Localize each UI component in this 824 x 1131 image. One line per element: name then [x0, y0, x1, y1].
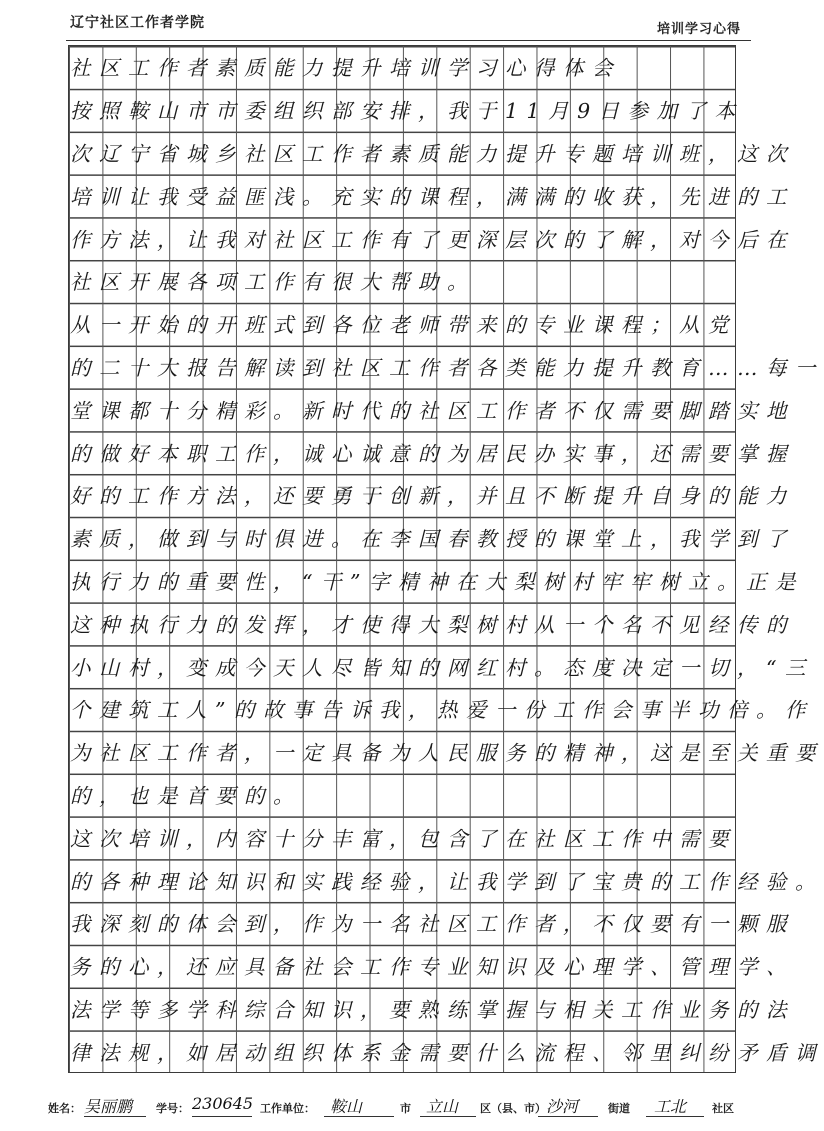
essay-line-text: 务的心，还应具备社会工作专业知识及心理学、管理学、: [70, 955, 795, 980]
essay-line-text: 好的工作方法，还要勇于创新，并且不断提升自身的能力: [70, 484, 795, 509]
essay-line-text: 个建筑工人”的故事告诉我，热爱一份工作会事半功倍。作: [70, 698, 814, 723]
essay-line: [68, 173, 795, 216]
district-underline: [420, 1116, 476, 1117]
essay-line-text: 的二十大报告解读到社区工作者各类能力提升教育……每一: [70, 355, 824, 380]
essay-line-text: 这种执行力的发挥，才使得大梨树村从一个名不见经传的: [70, 612, 795, 637]
essay-line-text: 社区开展各项工作有很大帮助。: [70, 270, 476, 295]
essay-line: [68, 387, 795, 430]
essay-line: [68, 473, 795, 516]
work-unit-label: 工作单位：: [260, 1102, 315, 1115]
community-label: 社区: [712, 1102, 734, 1115]
community-value: 工北: [654, 1097, 687, 1116]
essay-line-text: 培训让我受益匪浅。充实的课程，满满的收获，先进的工: [70, 184, 795, 209]
student-id-underline: [192, 1116, 252, 1117]
essay-line: [68, 644, 814, 687]
street-underline: [538, 1116, 598, 1117]
essay-line: [68, 601, 795, 644]
name-value: 吴丽鹏: [84, 1097, 133, 1116]
essay-line: [68, 773, 736, 816]
essay-line-text: 律法规，如居动组织体系金需要什么流程、邻里纠纷矛盾调: [70, 1040, 824, 1065]
essay-line-text: 的做好本职工作，诚心诚意的为居民办实事，还需要掌握: [70, 441, 795, 466]
district-label: 区（县、市）: [480, 1102, 546, 1115]
essay-line-text: 社区工作者素质能力提升培训学习心得体会: [70, 56, 621, 81]
essay-line-text: 作方法，让我对社区工作有了更深层次的了解，对今后在: [70, 227, 795, 252]
city-value: 鞍山: [330, 1097, 363, 1116]
name-underline: [84, 1116, 146, 1117]
student-id-value: 230645: [192, 1094, 254, 1113]
essay-line: [68, 559, 804, 602]
essay-line-text: 小山村，变成今天人尽皆知的网红村。态度决定一切，“三: [70, 655, 814, 680]
institution-name: 辽宁社区工作者学院: [70, 15, 205, 31]
district-value: 立山: [426, 1097, 459, 1116]
essay-line-text: 按照鞍山市市委组织部安排，我于11月9日参加了本: [70, 99, 744, 124]
essay-line: [68, 45, 736, 88]
essay-line-text: 的，也是首要的。: [70, 783, 302, 808]
essay-line: [68, 858, 824, 901]
essay-line: [68, 259, 736, 302]
essay-line: [68, 1029, 824, 1072]
essay-line: [68, 345, 824, 388]
essay-line-text: 从一开始的开班式到各位老师带来的专业课程；从党: [70, 313, 737, 338]
essay-line: [68, 88, 744, 131]
header-rule: [66, 40, 751, 41]
street-label: 街道: [608, 1102, 630, 1115]
essay-line-text: 的各种理论知识和实践经验，让我学到了宝贵的工作经验。: [70, 869, 824, 894]
essay-line-text: 这次培训，内容十分丰富，包含了在社区工作中需要: [70, 826, 737, 851]
essay-line: [68, 901, 795, 944]
essay-line: [68, 302, 736, 345]
student-info-footer: [48, 1092, 768, 1124]
essay-line: [68, 944, 795, 987]
essay-line-text: 堂课都十分精彩。新时代的社区工作者不仅需要脚踏实地: [70, 398, 795, 423]
essay-line: [68, 516, 795, 559]
essay-line: [68, 730, 824, 773]
name-label: 姓名：: [48, 1102, 81, 1115]
student-id-label: 学号：: [156, 1102, 189, 1115]
city-underline: [324, 1116, 394, 1117]
essay-line: [68, 815, 736, 858]
essay-line: [68, 987, 795, 1030]
essay-line-text: 法学等多学科综合知识，要熟练掌握与相关工作业务的法: [70, 997, 795, 1022]
street-value: 沙河: [546, 1097, 579, 1116]
essay-line: [68, 430, 795, 473]
document-type: 培训学习心得: [656, 22, 741, 37]
essay-line: [68, 687, 814, 730]
essay-line-text: 执行力的重要性，“干”字精神在大梨树村牢牢树立。正是: [70, 569, 804, 594]
essay-line: [68, 131, 795, 174]
essay-line-text: 我深刻的体会到，作为一名社区工作者，不仅要有一颗服: [70, 912, 795, 937]
essay-line-text: 为社区工作者，一定具备为人民服务的精神，这是至关重要: [70, 741, 824, 766]
essay-line-text: 次辽宁省城乡社区工作者素质能力提升专题培训班，这次: [70, 141, 795, 166]
city-label: 市: [400, 1102, 411, 1115]
community-underline: [646, 1116, 704, 1117]
essay-line-text: 素质，做到与时俱进。在李国春教授的课堂上，我学到了: [70, 527, 795, 552]
essay-line: [68, 216, 795, 259]
